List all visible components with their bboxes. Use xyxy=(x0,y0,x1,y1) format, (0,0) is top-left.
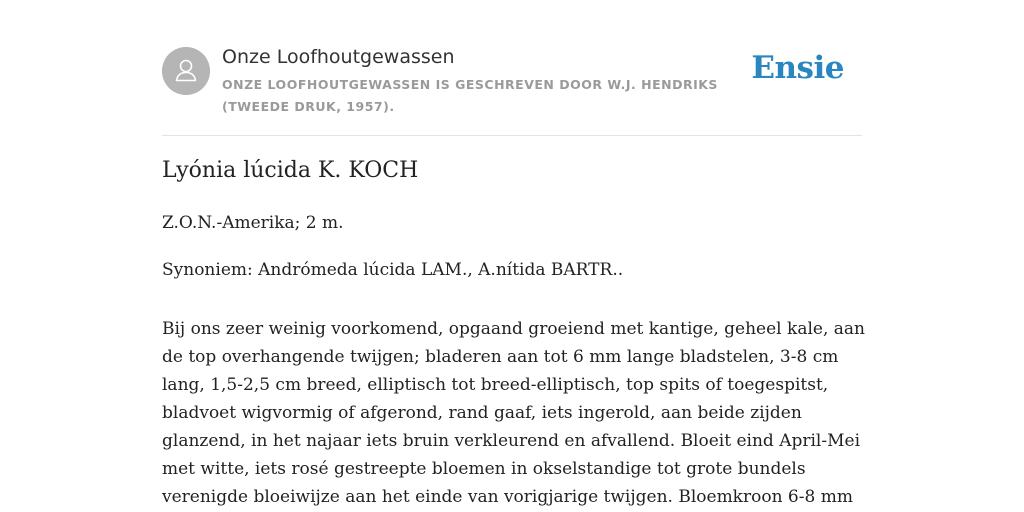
user-avatar-icon[interactable] xyxy=(162,47,210,95)
entry-title: Lyónia lúcida K. KOCH xyxy=(162,158,419,183)
entry-body: Bij ons zeer weinig voorkomend, opgaand groeiend met kantige, geheel kale, aan de top overhangende twijgen; bladeren aan tot 6 mm lange bladstelen, 3-8 cm lang, 1,5-2,5 cm breed, elliptisch tot breed-elliptisch, top spits of toegespitst, bladvoet wigvormig of afgerond, rand gaaf, iets ingerold, aan beide zijden glanzend, in het najaar iets bruin verkleurend en afvallend. Bloeit eind April-Mei met witte, iets rosé gestreepte bloemen in okselstandige tot grote bundels verenigde bloeiwijze aan het einde van vorigjarige twijgen. Bloemkroon 6-8 mm xyxy=(162,319,865,507)
header-divider xyxy=(162,135,862,136)
entry-origin: Z.O.N.-Amerika; 2 m. xyxy=(162,213,344,233)
source-description: ONZE LOOFHOUTGEWASSEN IS GESCHREVEN DOOR W.J. HENDRIKS (TWEEDE DRUK, 1957). xyxy=(222,77,718,114)
source-header xyxy=(162,46,862,116)
ensie-logo[interactable]: Ensie xyxy=(751,50,844,86)
entry-synonym: Synoniem: Andrómeda lúcida LAM., A.nítida BARTR.. xyxy=(162,260,624,280)
source-title[interactable]: Onze Loofhoutgewassen xyxy=(222,46,455,68)
